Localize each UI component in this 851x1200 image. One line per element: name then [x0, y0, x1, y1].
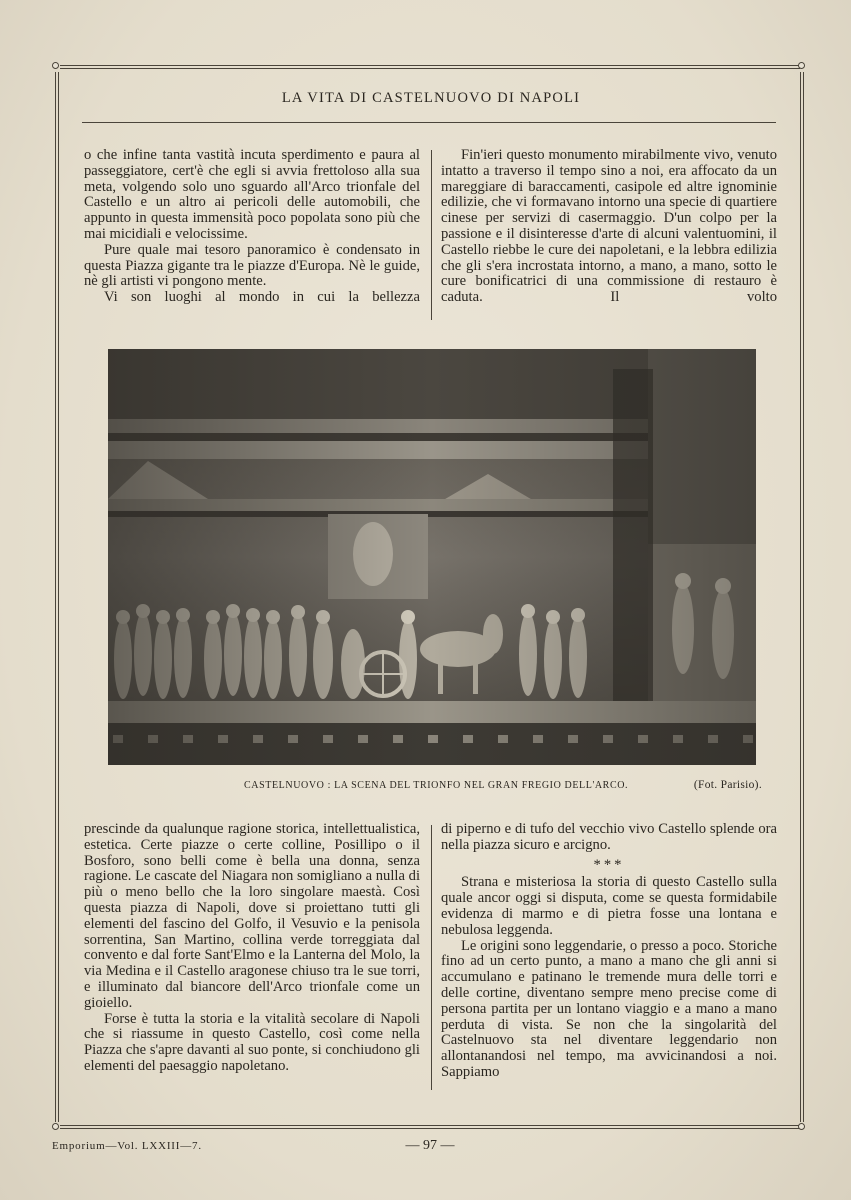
frame-top-rule-inner — [60, 68, 800, 69]
frame-corner-ornament — [52, 62, 59, 69]
frame-bottom-rule — [60, 1125, 800, 1126]
paragraph: Forse è tutta la storia e la vitalità secolare di Napoli che si riassume in questo Castello, così come nella Piazza che s'apre davanti al suo ponte, si conchiudono gli elementi del paesaggio napoletano. — [84, 1010, 420, 1074]
header-rule — [82, 122, 776, 123]
top-right-column — [441, 148, 777, 306]
relief-photograph — [108, 349, 756, 765]
frame-right-rule — [800, 72, 801, 1122]
frame-bottom-rule-inner — [60, 1128, 800, 1129]
frame-right-rule-inner — [803, 72, 804, 1122]
paragraph: o che infine tanta vastità incuta sperdimento e paura al passeggiatore, cert'è che egli si avvia frettoloso alla sua meta, volgendo solo uno sguardo all'Arco trionfale del Castello e un altro ai pericoli delle automobili, che appunto in questa immensità poco popolata sono più che mai micidiali e velocissime. — [84, 147, 420, 242]
frame-corner-ornament — [798, 1123, 805, 1130]
top-left-column — [84, 148, 420, 306]
frame-left-rule-inner — [58, 72, 59, 1122]
column-divider — [431, 825, 432, 1090]
paragraph: Pure quale mai tesoro panoramico è condensato in questa Piazza gigante tra le piazze d'Europa. Nè le guide, nè gli artisti vi pongono mente. — [84, 241, 420, 290]
page-number: — 97 — — [405, 1138, 455, 1153]
running-title: LA VITA DI CASTELNUOVO DI NAPOLI — [281, 90, 581, 106]
paragraph: Strana e misteriosa la storia di questo Castello sulla quale ancor oggi si disputa, come se questa formidabile evidenza di marmo e di pietra fosse una lontana e nebulosa leggenda. — [441, 874, 777, 938]
triumph-frieze-image — [108, 349, 756, 765]
bottom-left-column — [84, 822, 420, 1075]
frame-top-rule — [60, 65, 800, 66]
paragraph: Fin'ieri questo monumento mirabilmente vivo, venuto intatto a traverso il tempo sino a noi, era affocato da un mareggiare di baraccamenti, casipole ed altre ignominie edilizie, che vi formavano intorno una specie di quartiere cinese per servizi di casermaggio. D'un colpo per la passione e il disinteresse d'arte di alcuni valentuomini, il Castello riebbe le cure dei napoletani, e la lebbra edilizia che gli s'era incrostata intorno, a mano, a mano, sotto le cure bonificatrici di una commissione di restauro è caduta. Il volto — [441, 147, 777, 306]
frame-corner-ornament — [52, 1123, 59, 1130]
section-separator: *** — [593, 856, 625, 873]
journal-reference: Emporium—Vol. LXXIII—7. — [52, 1140, 202, 1152]
column-divider — [431, 150, 432, 320]
paragraph: prescinde da qualunque ragione storica, intellettualistica, estetica. Certe piazze o certe colline, Posillipo o il Bosforo, sono belli come è bella una donna, senza ragione. Le cascate del Niagara non somigliano a nulla di più o meno bello che la loro singolare maestà. Così questa piazza di Napoli, dove si proiettano tutti gli elementi del fascino del Golfo, il Vesuvio e la penisola sorrentina, San Martino, collina verde torreggiata dal convento e dal forte Sant'Elmo e la Lanterna del Molo, la via Medina e il Castello aragonese chiuso tra le sue torri, e illuminato dal biancore dell'Arco trionfale come un gioiello. — [84, 821, 420, 1011]
frame-left-rule — [55, 72, 56, 1122]
paragraph: di piperno e di tufo del vecchio vivo Castello splende ora nella piazza sicuro e arcigno. — [441, 821, 777, 853]
frame-corner-ornament — [798, 62, 805, 69]
figure-caption: CASTELNUOVO : LA SCENA DEL TRIONFO NEL GRAN FREGIO DELL'ARCO. — [244, 780, 629, 791]
paragraph: Le origini sono leggendarie, o presso a poco. Storiche fino ad un certo punto, a mano a mano che gli anni si accumulano e patinano le tremende mura delle torri e delle cortine, diventano sempre meno precise come di persona partita per un lontano viaggio e a mano a mano perduta di vista. Se non che la singolarità del Castelnuovo sta nel diventare leggendario non allontanandosi nel tempo, ma avvicinandosi a noi. Sappiamo — [441, 937, 777, 1080]
bottom-right-column — [441, 822, 777, 1081]
paragraph: Vi son luoghi al mondo in cui la bellezza — [104, 289, 420, 306]
photo-credit: (Fot. Parisio). — [693, 779, 762, 791]
